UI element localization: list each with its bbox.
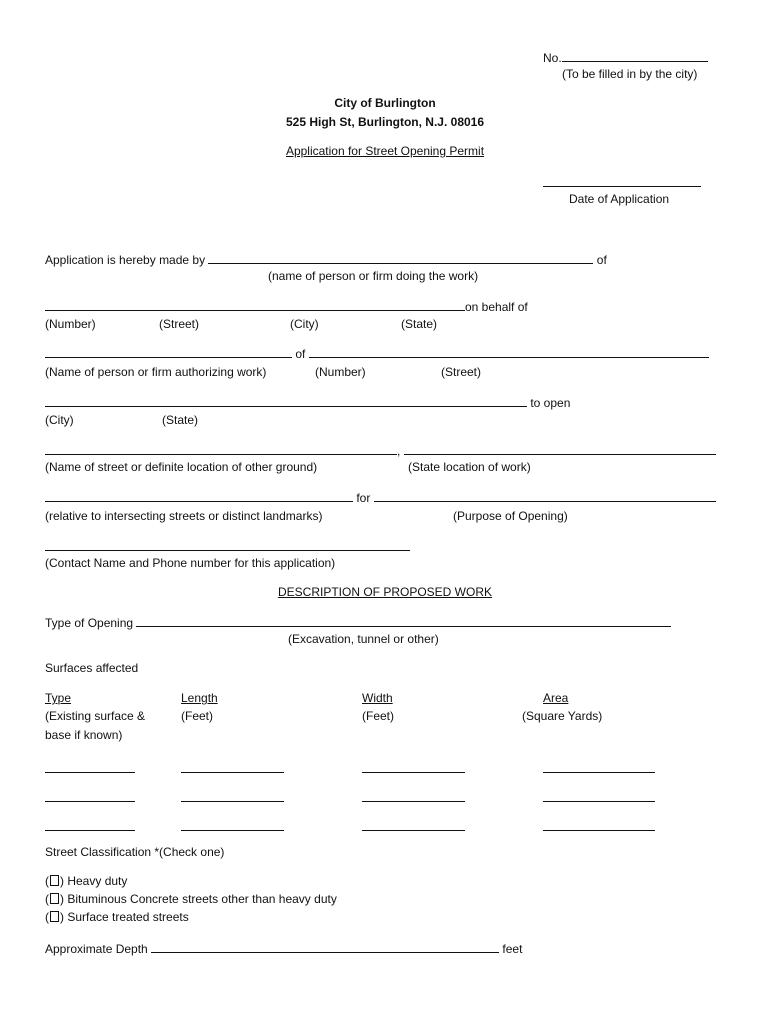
city-name: City of Burlington [334, 96, 436, 110]
purpose-line[interactable] [374, 490, 716, 502]
option-surface-treated[interactable]: ( ) Surface treated streets [45, 910, 189, 924]
depth-row [45, 941, 522, 955]
type-of-opening-row [45, 615, 671, 629]
permit-number-label: No. [543, 51, 562, 65]
column-type-sub1: (Existing surface & [45, 709, 146, 723]
city-address: 525 High St, Burlington, N.J. 08016 [285, 115, 485, 129]
landmarks-caption: (relative to intersecting streets or distinct landmarks) [45, 509, 323, 523]
permit-number-field[interactable] [543, 50, 708, 64]
caption-street: (Street) [159, 317, 200, 331]
city-state-line[interactable] [45, 395, 527, 407]
column-type-sub2: base if known) [45, 728, 123, 742]
date-of-application-line[interactable] [543, 175, 701, 187]
landmarks-line[interactable] [45, 490, 353, 502]
authorizer-address-line[interactable] [309, 346, 709, 358]
type-of-opening-label: Type of Opening [45, 616, 134, 630]
surface-area-line-2[interactable] [543, 790, 655, 804]
column-length-sub: (Feet) [181, 709, 214, 723]
to-open-text: to open [530, 396, 571, 410]
option-heavy-duty[interactable]: ( ) Heavy duty [45, 874, 128, 888]
depth-unit: feet [502, 942, 523, 956]
authorizer-row [45, 346, 709, 360]
surface-length-line-3[interactable] [181, 819, 284, 833]
for-text: for [356, 491, 371, 505]
depth-label: Approximate Depth [45, 942, 148, 956]
type-of-opening-line[interactable] [136, 615, 671, 627]
state-location-line[interactable] [404, 443, 716, 455]
column-width-sub: (Feet) [362, 709, 395, 723]
applicant-address-row [45, 299, 528, 313]
column-width-header: Width [362, 691, 393, 705]
date-of-application-label: Date of Application [569, 192, 670, 206]
surface-width-line-3[interactable] [362, 819, 465, 833]
option-bituminous-label: Bituminous Concrete streets other than heavy duty [67, 892, 337, 906]
applicant-name-caption: (name of person or firm doing the work) [268, 269, 479, 283]
work-heading: DESCRIPTION OF PROPOSED WORK [277, 585, 493, 599]
option-bituminous[interactable]: ( ) Bituminous Concrete streets other than heavy duty [45, 892, 337, 906]
behalf-text: on behalf of [465, 300, 528, 314]
column-type-header: Type [45, 691, 72, 705]
surface-length-line-2[interactable] [181, 790, 284, 804]
surface-area-line-1[interactable] [543, 761, 655, 775]
caption-city-2: (City) [45, 413, 74, 427]
depth-line[interactable] [151, 941, 499, 953]
column-length-header: Length [181, 691, 218, 705]
permit-number-note: (To be filled in by the city) [562, 67, 698, 81]
authorizer-name-line[interactable] [45, 346, 292, 358]
surface-treated-checkbox[interactable] [50, 911, 59, 922]
permit-number-line[interactable] [562, 50, 708, 62]
contact-caption: (Contact Name and Phone number for this application) [45, 556, 336, 570]
purpose-row [45, 490, 716, 504]
street-location-caption: (Name of street or definite location of other ground) [45, 460, 318, 474]
street-location-line[interactable] [45, 443, 397, 455]
caption-state-2: (State) [162, 413, 199, 427]
purpose-caption: (Purpose of Opening) [453, 509, 568, 523]
date-line-wrap[interactable] [543, 175, 701, 189]
heavy-duty-checkbox[interactable] [50, 875, 59, 886]
surface-length-line-1[interactable] [181, 761, 284, 775]
caption-city: (City) [290, 317, 319, 331]
applicant-address-line[interactable] [45, 299, 465, 311]
applicant-intro: Application is hereby made by [45, 253, 206, 267]
authorizer-street-caption: (Street) [441, 365, 482, 379]
column-area-sub: (Square Yards) [522, 709, 603, 723]
option-surface-treated-label: Surface treated streets [67, 910, 189, 924]
state-location-caption: (State location of work) [408, 460, 531, 474]
surfaces-affected-label: Surfaces affected [45, 661, 139, 675]
surface-type-line-2[interactable] [45, 790, 135, 804]
contact-row [45, 539, 410, 553]
authorizer-number-caption: (Number) [315, 365, 366, 379]
authorizer-of: of [295, 347, 306, 361]
option-heavy-duty-label: Heavy duty [67, 874, 128, 888]
surface-width-line-1[interactable] [362, 761, 465, 775]
surface-area-line-3[interactable] [543, 819, 655, 833]
bituminous-checkbox[interactable] [50, 893, 59, 904]
contact-line[interactable] [45, 539, 410, 551]
caption-state: (State) [401, 317, 438, 331]
applicant-of: of [596, 253, 607, 267]
type-of-opening-caption: (Excavation, tunnel or other) [288, 632, 439, 646]
applicant-name-line[interactable] [208, 252, 593, 264]
form-title: Application for Street Opening Permit [285, 144, 485, 158]
street-classification-label: Street Classification *(Check one) [45, 845, 225, 859]
to-open-row [45, 395, 570, 409]
surface-type-line-1[interactable] [45, 761, 135, 775]
authorizer-caption: (Name of person or firm authorizing work) [45, 365, 267, 379]
surface-width-line-2[interactable] [362, 790, 465, 804]
applicant-row [45, 252, 607, 266]
surface-type-line-3[interactable] [45, 819, 135, 833]
caption-number: (Number) [45, 317, 96, 331]
column-area-header: Area [543, 691, 569, 705]
location-comma: , [397, 444, 401, 458]
location-row [45, 443, 716, 457]
